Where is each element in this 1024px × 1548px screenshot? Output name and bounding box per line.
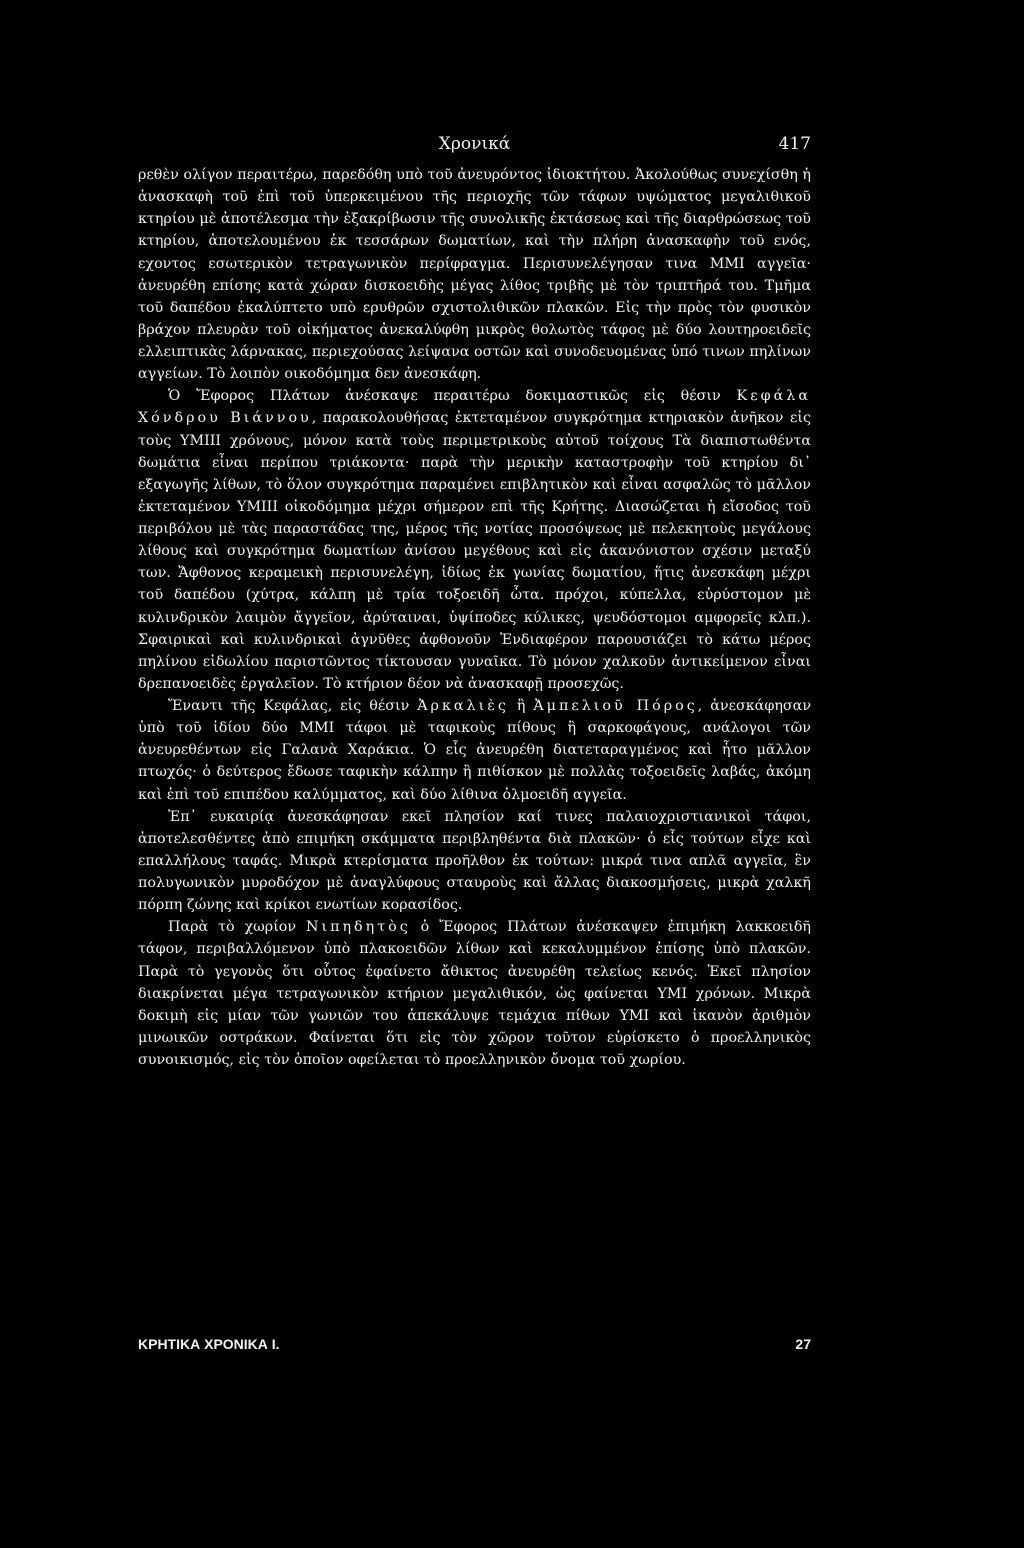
paragraph: [138, 806, 811, 917]
paragraph: [138, 916, 811, 1071]
text-run: Ἔναντι τῆς Κεφάλας, εἰς θέσιν: [168, 698, 418, 714]
text-run: Ἐπ᾽ ευκαιρίᾳ ἀνεσκάφησαν εκεῖ πλησίον καί τινες παλαιοχριστιανικοὶ τάφοι, ἀποτελεσθέντες ἀπὸ επιμήκη σκάμματα περιβληθέντα διὰ πλακῶν· ὁ εἷς τούτων εἶχε καὶ επαλλήλους ταφάς. Μικρὰ κτερίσματα προῆλθον ἐκ τούτων: μικρά τινα απλᾶ αγγεῖα, ἓν πολυγωνικὸν μυροδόχον μὲ ἀναγλύφους σταυροὺς καὶ ἄλλας διακοσμήσεις, μικρὰ χαλκῆ πόρπη ζώνης καὶ κρίκοι ενωτίων κορασίδος.: [138, 808, 811, 914]
text-run: ρεθὲν ολίγον περαιτέρω, παρεδόθη υπὸ τοῦ ἀνευρόντος ἰδιοκτήτου. Ἀκολούθως συνεχίσθη ἡ ἀνασκαφὴ τοῦ ἐπὶ τοῦ ὑπερκειμένου τῆς περιοχῆς τῶν τάφων υψώματος μεγαλιθικοῦ κτηρίου μὲ ἀποτέλεσμα τὴν ἐξακρίβωσιν τῆς συνολικῆς ἐκτάσεως καὶ τῆς διαρθρώσεως τοῦ κτηρίου, ἀποτελουμένου ἐκ τεσσάρων δωματίων, καὶ τὴν πλήρη ἀνασκαφὴν τοῦ ενός, εχοντος εσωτερικὸν τετραγωνικὸν περίφραγμα. Περισυνελέγησαν τινα ΜΜΙ αγγεῖα· ἀνευρέθη επίσης κατὰ χώραν δισκοειδὴς μέγας λίθος τριβῆς μὲ τὸν τριπτῆρά του. Τμῆμα τοῦ δαπέδου ἐκαλύπτετο υπὸ ερυθρῶν σχιστολιθικῶν πλακῶν. Εἰς τὴν πρὸς τὸν φυσικὸν βράχον πλευρὰν τοῦ οἰκήματος ἀνεκαλύφθη μικρὸς θολωτὸς τάφος μὲ δύο λουτηροειδεῖς ελλειπτικὰς λάρνακας, περιεχούσας λείψανα οστῶν καὶ συνοδευομένας ὑπό τινων πηλίνων αγγείων. Τὸ λοιπὸν οικοδόμημα δεν ἀνεσκάφη.: [138, 167, 811, 383]
page-number: 417: [778, 134, 811, 154]
text-run: Ὁ Ἔφορος Πλάτων ἀνέσκαψε περαιτέρω δοκιμαστικῶς εἰς θέσιν: [168, 388, 737, 405]
spaced-place-name: Ἀμπελιοῦ Πόρος: [533, 698, 698, 714]
text-run: , ἀνεσκάφησαν ὑπὸ τοῦ ἰδίου δύο ΜΜΙ τάφοι μὲ ταφικοὺς πίθους ἢ σαρκοφάγους, ανάλογοι τῶν ἀνευρεθέντων εἰς Γαλανὰ Χαράκια. Ὁ εἷς ἀνευρέθη διατεταραγμένος καὶ ἦτο μᾶλλον πτωχός· ὁ δεύτερος ἔδωσε ταφικὴν κάλπην ἢ πιθίσκον μὲ πολλὰς τοξοειδεῖς λαβάς, ἀκόμη καὶ ἐπὶ τοῦ επιπέδου καλύμματος, καὶ δύο λίθινα ὀλμοειδῆ αγγεῖα.: [138, 698, 812, 803]
body-text: [138, 164, 811, 1071]
text-run: , παρακολουθήσας ἐκτεταμένον συγκρότημα κτηριακὸν ἀνῆκον εἰς τοὺς ΥΜΙΙΙ χρόνους, μόνον κατὰ τοὺς περιμετρικοὺς αὐτοῦ τοίχους Τὰ διαπιστωθέντα δωμάτια εἶναι περίπου τριάκοντα· παρὰ τὴν μερικὴν καταστροφὴν τοῦ κτηρίου δι᾽ εξαγωγῆς λίθων, τὸ ὅλον συγκρότημα παραμένει επιβλητικὸν καὶ εἶναι ασφαλῶς τὸ μᾶλλον ἐκτεταμένον ΥΜΙΙΙ οἰκοδόμημα μέχρι σήμερον επὶ τῆς Κρήτης. Διασώζεται ἡ εἴσοδος τοῦ περιβόλου μὲ τὰς παραστάδας της, μέρος τῆς νοτίας προσόψεως μὲ πελεκητοὺς μεγάλους λίθους καὶ συγκρότημα δωματίων ἀνίσου μεγέθους καὶ εἰς ἀκανόνιστον σχέσιν μεταξύ των. Ἄφθονος κεραμεικὴ περισυνελέγη, ἰδίως ἐκ γωνίας δωματίου, ἥτις ἀνεσκάφη μέχρι τοῦ δαπέδου (χύτρα, κάλπη μὲ τρία τοξοειδῆ ὦτα. πρόχοι, κύπελλα, εὐρύστομον μὲ κυλινδρικὸν λαιμὸν ἄγγεῖον, ἀρύταιναι, ὑψίποδες κύλικες, ψευδόστομοι αμφορεῖς κλπ.). Σφαιρικαὶ καὶ κυλινδρικαὶ ἀγνῦθες ἀφθονοῦν Ἐνδιαφέρον παρουσιάζει τὸ κάτω μέρος πηλίνου εἰδωλίου παριστῶντος τίκτουσαν γυναῖκα. Τὸ μόνον χαλκοῦν ἀντικείμενον εἶναι δρεπανοειδὲς ἐργαλεῖον. Τὸ κτήριον δέον νὰ ἀνασκαφῇ προσεχῶς.: [138, 410, 811, 692]
footer-journal-title: ΚΡΗΤΙΚΑ ΧΡΟΝΙΚΑ Ι.: [138, 1336, 280, 1352]
footer-signature-number: 27: [795, 1336, 811, 1352]
text-run: Παρὰ τὸ χωρίον: [168, 919, 306, 936]
paragraph: [138, 385, 811, 695]
running-header: [138, 134, 811, 160]
header-title: Χρονικά: [438, 134, 511, 154]
paragraph: [138, 164, 811, 385]
text-run: ἢ: [508, 698, 534, 714]
spaced-place-name: Νιπηδητὸς: [305, 919, 411, 936]
text-run: ὁ Ἔφορος Πλάτων ἀνέσκαψεν ἐπιμήκη λακκοειδῆ τάφον, περιβαλλόμενον ὑπὸ πλακοειδῶν λίθων καὶ κεκαλυμμένον ἐπίσης ὑπὸ πλακῶν. Παρὰ τὸ γεγονὸς ὅτι οὗτος ἐφαίνετο ἄθικτος ἀνευρέθη τελείως κενός. Ἐκεῖ πλησίον διακρίνεται μέγα τετραγωνικὸν κτήριον μεγαλιθικόν, ὡς φαίνεται ΥΜΙ χρόνων. Μικρὰ δοκιμὴ εἰς μίαν τῶν γωνιῶν του ἀπεκάλυψε τεμάχια πίθων ΥΜΙ καὶ ἱκανὸν ἀριθμὸν μινωικῶν οστράκων. Φαίνεται ὅτι εἰς τὸν χῶρον τοῦτον εὑρίσκετο ὁ προελληνικὸς συνοικισμός, εἰς τὸν ὁποῖον οφείλεται τὸ προελληνικὸν ὄνομα τοῦ χωρίου.: [138, 919, 811, 1068]
spaced-place-name: Ἀρκαλιὲς: [417, 698, 509, 714]
spaced-place-name: Κεφάλα Χόνδρου Βιάννου: [138, 388, 811, 427]
paragraph: [138, 695, 811, 806]
